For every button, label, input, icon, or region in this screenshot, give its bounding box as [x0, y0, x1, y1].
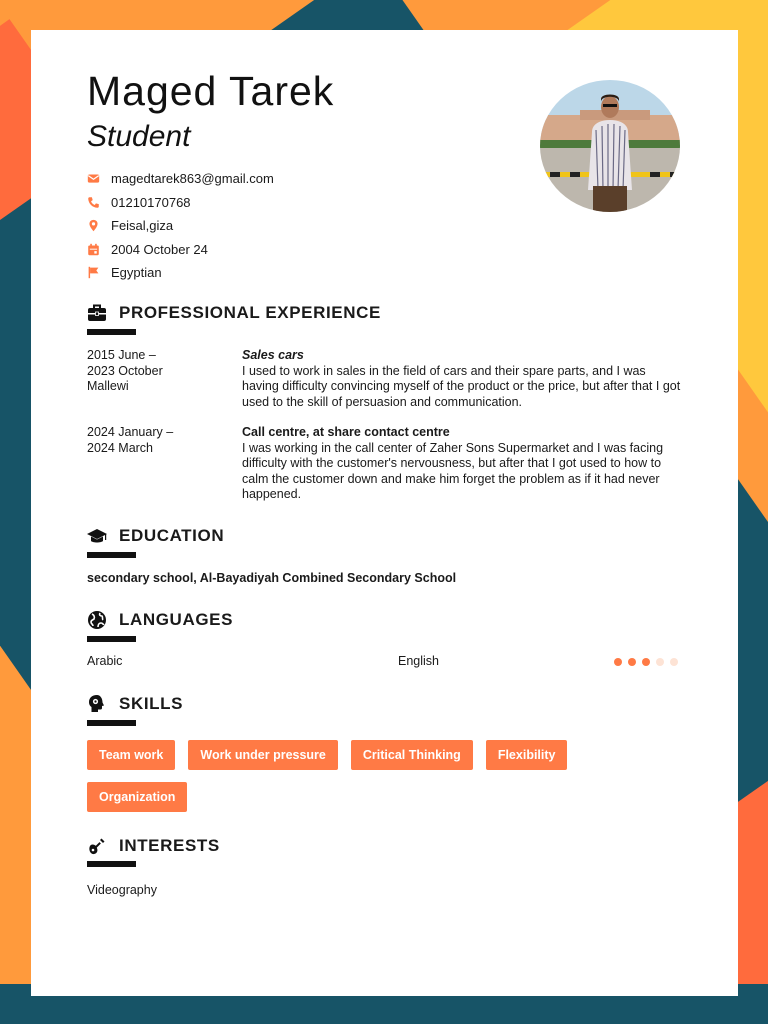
- section-underline: [87, 636, 136, 642]
- skills-heading: [87, 694, 183, 714]
- skills-tags: [87, 740, 647, 812]
- level-dot: [642, 658, 650, 666]
- section-title-text: PROFESSIONAL EXPERIENCE: [119, 303, 381, 322]
- education-heading: [87, 526, 224, 546]
- level-dot: [670, 658, 678, 666]
- resume-page: [31, 30, 738, 996]
- skill-tag: Work under pressure: [188, 740, 338, 770]
- globe-icon: [87, 610, 107, 630]
- contact-location: [87, 214, 274, 238]
- experience-description: I was working in the call center of Zaher Sons Supermarket and I was facing difficulty with the customer's nervousness, but after that I got used to how to calm the customer down and make him forget the problem as if it had never happened.: [242, 440, 664, 501]
- language-level-english: [614, 658, 678, 666]
- experience-body: [242, 348, 682, 410]
- interests-heading: [87, 836, 220, 856]
- guitar-icon: [87, 836, 107, 856]
- skill-tag: Organization: [87, 782, 187, 812]
- level-dot: [628, 658, 636, 666]
- skill-tag: Flexibility: [486, 740, 568, 770]
- profile-photo: [540, 80, 680, 212]
- experience-date-start: 2024 January –: [87, 425, 174, 439]
- section-title-text: LANGUAGES: [119, 610, 234, 629]
- contact-text: 2004 October 24: [111, 241, 208, 257]
- brain-head-icon: [87, 694, 107, 714]
- candidate-role: Student: [87, 120, 191, 153]
- skill-tag: Team work: [87, 740, 175, 770]
- contact-phone[interactable]: [87, 191, 274, 215]
- skill-tag: Critical Thinking: [351, 740, 473, 770]
- experience-date: [87, 425, 227, 456]
- phone-icon: [87, 196, 100, 209]
- level-dot: [614, 658, 622, 666]
- contact-text: magedtarek863@gmail.com: [111, 171, 274, 187]
- candidate-name: Maged Tarek: [87, 68, 335, 114]
- calendar-icon: [87, 243, 100, 256]
- experience-title: Sales cars: [242, 348, 304, 362]
- experience-location: Mallewi: [87, 379, 129, 393]
- experience-date: [87, 348, 227, 395]
- contact-nationality: [87, 261, 274, 285]
- section-title-text: INTERESTS: [119, 836, 220, 855]
- contact-birthdate: [87, 238, 274, 262]
- experience-date-end: 2024 March: [87, 440, 154, 455]
- languages-heading: [87, 610, 233, 630]
- section-underline: [87, 720, 136, 726]
- language-english: English: [398, 654, 439, 668]
- level-dot: [656, 658, 664, 666]
- briefcase-icon: [87, 303, 107, 323]
- experience-body: [242, 425, 682, 503]
- section-title-text: EDUCATION: [119, 526, 225, 545]
- education-entry: secondary school, Al-Bayadiyah Combined Secondary School: [87, 571, 457, 585]
- contact-list: [87, 167, 274, 285]
- experience-date-end: 2023 October: [87, 363, 163, 378]
- section-underline: [87, 329, 136, 335]
- experience-description: I used to work in sales in the field of cars and their spare parts, and I was having difficulty convincing myself of the product or the price, but after that I got used to the skill of persuasion and communication.: [242, 363, 681, 409]
- experience-title: Call centre, at share contact centre: [242, 425, 450, 439]
- interest-item: Videography: [87, 883, 157, 897]
- experience-heading: [87, 303, 381, 323]
- email-icon: [87, 172, 100, 185]
- experience-date-start: 2015 June –: [87, 348, 156, 362]
- section-title-text: SKILLS: [119, 694, 184, 713]
- contact-text: Egyptian: [111, 265, 162, 281]
- section-underline: [87, 552, 136, 558]
- section-underline: [87, 861, 136, 867]
- contact-text: Feisal,giza: [111, 218, 174, 234]
- contact-email[interactable]: [87, 167, 274, 191]
- graduation-cap-icon: [87, 526, 107, 546]
- contact-text: 01210170768: [111, 194, 191, 210]
- flag-icon: [87, 266, 100, 279]
- language-arabic: Arabic: [87, 654, 123, 668]
- location-icon: [87, 219, 100, 232]
